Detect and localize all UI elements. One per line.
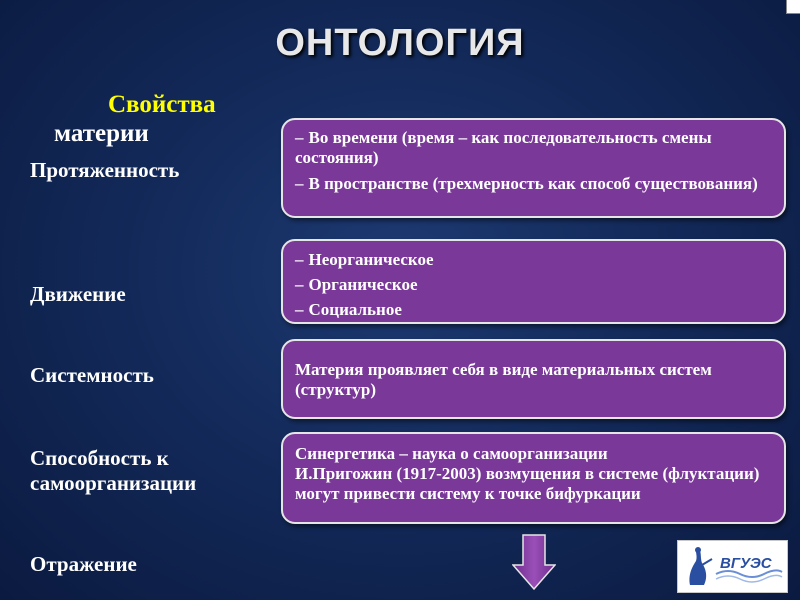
university-logo-icon (678, 541, 787, 592)
properties-header-line1: Свойства (108, 91, 216, 118)
box-extension (281, 118, 786, 218)
list-item (295, 300, 772, 320)
list-item-text: Во времени (время – как последовательность смены состояния) (295, 128, 712, 167)
list-item-text: В пространстве (трехмерность как способ существования) (308, 174, 758, 193)
box-self-organization (281, 432, 786, 524)
down-arrow-icon (512, 534, 556, 590)
list-item-text: Неорганическое (308, 250, 434, 269)
list-item (295, 275, 772, 295)
label-extension: Протяженность (30, 158, 180, 182)
logo-text: ВГУЭС (720, 555, 772, 572)
label-self-organization-line2: самоорганизации (30, 471, 197, 495)
label-self-organization-line1: Способность к (30, 446, 169, 470)
label-reflection: Отражение (30, 552, 137, 576)
box-motion (281, 239, 786, 324)
box-self-organization-line1: Синергетика – наука о самоорганизации (295, 444, 608, 463)
box-self-organization-line2: И.Пригожин (1917-2003) возмущения в системе (флуктации) могут привести систему к точке бифуркации (295, 464, 760, 503)
box-systemicity (281, 339, 786, 419)
list-item (295, 128, 772, 168)
bullet-dash: – (295, 275, 304, 294)
box-systemicity-text: Материя проявляет себя в виде материальных систем (структур) (295, 360, 712, 399)
slide-title: ОНТОЛОГИЯ (275, 22, 525, 64)
bullet-dash: – (295, 174, 304, 193)
list-item-text: Органическое (308, 275, 418, 294)
list-item (295, 174, 772, 194)
label-motion: Движение (30, 282, 126, 306)
list-item-text: Социальное (308, 300, 402, 319)
corner-marker (786, 0, 800, 14)
bullet-dash: – (295, 300, 304, 319)
properties-header-line2: материи (54, 120, 149, 147)
list-item (295, 250, 772, 270)
label-self-organization (30, 446, 196, 496)
bullet-dash: – (295, 128, 304, 147)
bullet-dash: – (295, 250, 304, 269)
properties-header (52, 90, 252, 148)
university-logo (677, 540, 788, 593)
label-systemicity: Системность (30, 363, 154, 387)
